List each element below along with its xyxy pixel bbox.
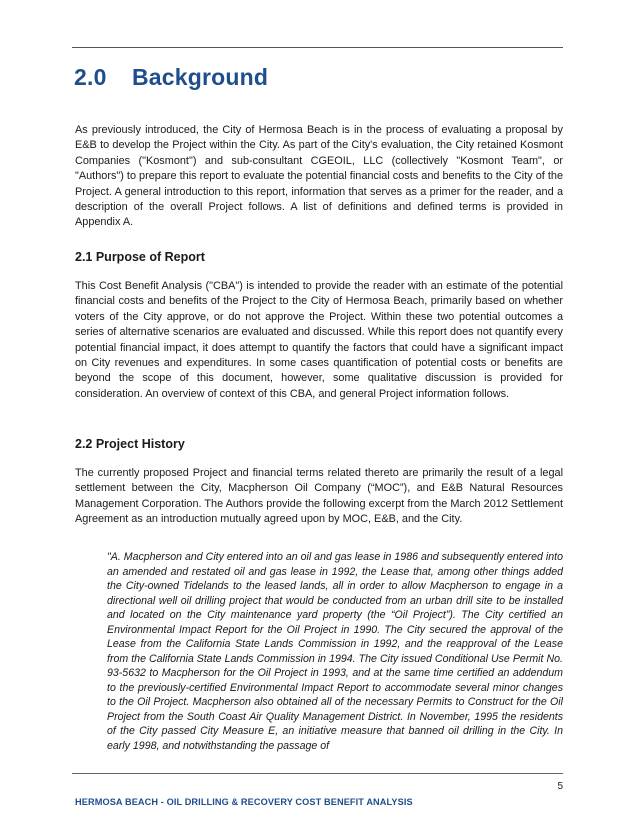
- document-footer: HERMOSA BEACH - OIL DRILLING & RECOVERY COST BENEFIT ANALYSIS: [75, 797, 413, 807]
- section-number: 2.0: [74, 64, 107, 90]
- history-paragraph: The currently proposed Project and financial terms related thereto are primarily the result of a legal settlement between the City, Macpherson Oil Company (“MOC”), and E&B Natural Resources Management Corporation. The Authors provide the following excerpt from the March 2012 Settlement Agreement as an introduction mutually agreed upon by MOC, E&B, and the City.: [75, 467, 563, 526]
- footer-rule: [72, 773, 563, 774]
- settlement-excerpt: "A. Macpherson and City entered into an oil and gas lease in 1986 and subsequently entered into an amended and restated oil and gas lease in 1992, the Lease that, among other things added the City-owned Tidelands to the leased lands, all in order to allow Macpherson to engage in a directional well oil drilling project that would be conducted from an urban drill site to be installed and located on the City maintenance yard property (the “Oil Project”). The City certified an Environmental Impact Report for the Oil Project in 1990. The City secured the approval of the Lease from the California State Lands Commission in 1992, and the reapproval of the Lease from the California State Lands Commission in 1994. The City issued Conditional Use Permit No. 93-5632 to Macpherson for the Oil Project in 1993, and at the same time certified an addendum to the previously-certified Environmental Impact Report to accommodate several minor changes to the Oil Project. Macpherson also obtained all of the necessary Permits to Construct for the Oil Project from the South Coast Air Quality Management District. In November, 1995 the residents of the City passed City Measure E, an initiative measure that banned oil drilling in the City. In early 1998, and notwithstanding the passage of: [107, 551, 563, 752]
- purpose-paragraph: This Cost Benefit Analysis ("CBA") is intended to provide the reader with an estimate of the potential financial costs and benefits of the Project to the City of Hermosa Beach, primarily based on whether voters of the City approve, or do not approve the Project. Within these two potential outcomes a series of alternative scenarios are evaluated and discussed. While this report does not quantify every potential financial impact, it does attempt to quantify the factors that could have a significant impact on City revenues and expenditures. In some cases quantification of potential costs or benefits are beyond the scope of this document, however, some qualitative discussion is provided for consideration. An overview of context of this CBA, and general Project information follows.: [75, 280, 563, 400]
- purpose-heading: 2.1 Purpose of Report: [75, 250, 205, 264]
- header-rule: [72, 47, 563, 48]
- section-title: Background: [132, 64, 269, 90]
- page-number: 5: [557, 781, 563, 792]
- intro-paragraph: As previously introduced, the City of Hermosa Beach is in the process of evaluating a proposal by E&B to develop the Project within the City. As part of the City's evaluation, the City retained Kosmont Companies ("Kosmont") and sub-consultant CGEOIL, LLC (collectively "Kosmont Team", or "Authors") to prepare this report to evaluate the potential financial costs and benefits to the City of the Project. A general introduction to this report, information that serves as a primer for the reader, and a description of the overall Project follows. A list of definitions and defined terms is provided in Appendix A.: [75, 124, 563, 229]
- section-heading: [74, 64, 268, 91]
- history-heading: 2.2 Project History: [75, 437, 185, 451]
